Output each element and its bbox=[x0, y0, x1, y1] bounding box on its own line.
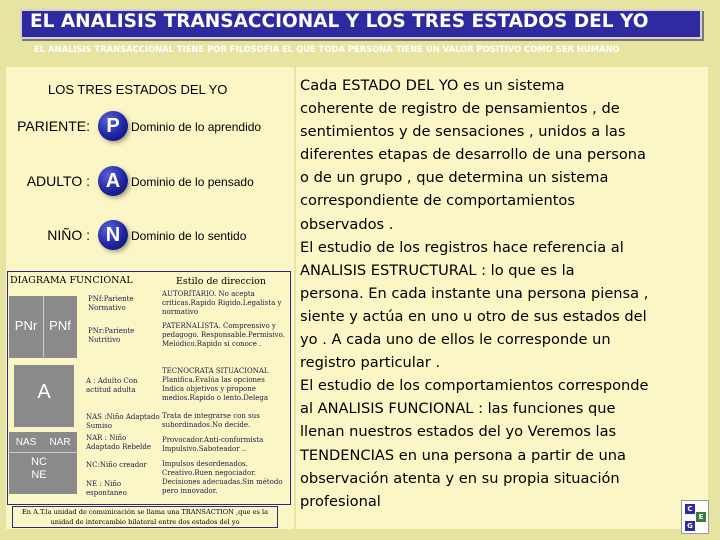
figure-pnf-label: PNf bbox=[49, 318, 71, 333]
figure-nar-label: NAR bbox=[49, 437, 71, 448]
role-nar: NAR : Niño Adaptado Rebelde bbox=[86, 434, 151, 451]
state-circle-p: P bbox=[98, 111, 128, 141]
figure-nc-label: NC bbox=[31, 456, 47, 468]
state-desc-nino: Dominio de lo sentido bbox=[131, 229, 247, 243]
role-pnf: PNf:Pariente Normativo bbox=[88, 295, 134, 312]
style-pnf: AUTORITARIO. No acepta criticas.Rapido Rigido.Legalista y normativo bbox=[162, 290, 282, 316]
figure-pnr-label: PNr bbox=[14, 318, 38, 333]
style-nc: Impulsos desordenados. Creativo.Buen negociador. bbox=[162, 460, 257, 477]
state-label-adulto: ADULTO : bbox=[26, 173, 90, 189]
body-text: Cada ESTADO DEL YO es un sistema coherente de registro de pensamientos , de sentimientos y de sensaciones , unidos a las diferentes etapas de desarrollo de una persona o de un grupo , que determina un sistema correspondiente de comportamientos observados . El estudio de los registros hace referencia al ANALISIS ESTRUCTURAL : lo que es la persona. En cada instante una persona piensa , siente y actúa en uno u otro de sus estados del yo . A cada uno de ellos le corresponde un registro particular . El estudio de los comportamientos corresponde al ANALISIS FUNCIONAL : las funciones que llenan nuestros estados del yo Veremos las TENDENCIAS en una persona a partir de una observación atenta y en su propia situación profesional bbox=[300, 77, 649, 510]
state-circle-a: A bbox=[98, 166, 128, 196]
role-ne: NE : Niño espontaneo bbox=[86, 480, 127, 497]
figure-child-divider bbox=[9, 452, 77, 453]
style-pnr: PATERNALISTA. Comprensivo y pedagogo. Responsable.Permisivo. Melódico.Rapido si conoce . bbox=[162, 322, 285, 348]
figure-a-label: A bbox=[37, 381, 51, 403]
logo-letter-g: G bbox=[685, 521, 695, 531]
style-nar: Provocador.Anti-conformista Impulsivo.Saboteador .. bbox=[162, 436, 264, 453]
figure-divider bbox=[43, 296, 44, 358]
role-pnr: PNr:Pariente Nutritivo bbox=[88, 327, 135, 344]
figure-ne-label: NE bbox=[31, 469, 47, 481]
state-label-nino: NIÑO : bbox=[47, 227, 90, 243]
state-desc-pariente: Dominio de lo aprendido bbox=[131, 120, 262, 134]
style-ne: Decisiones adecuadas.Sin método pero innovador. bbox=[162, 478, 283, 495]
style-a: TECNOCRATA SITUACIONAL Planifica.Evalúa las opciones Indica objetivos y propone medios.Rapido o lento.Delega bbox=[162, 367, 269, 402]
logo-letter-c: C bbox=[685, 504, 695, 514]
style-nas: Trata de integrarse con sus subordinados.No decide. bbox=[162, 412, 260, 429]
page-subtitle: EL ANALISIS TRANSACCIONAL TIENE POR FILOSOFIA EL QUE TODA PERSONA TIENE UN VALOR POSITIVO COMO SER HUMANO bbox=[34, 44, 620, 54]
functional-title: DIAGRAMA FUNCIONAL bbox=[10, 275, 133, 286]
state-circle-n: N bbox=[98, 220, 128, 250]
transaction-note: En A.T.la unidad de comunicación se llama una TRANSACTION ,que es la unidad de intercambio bilateral entre dos estados del yo bbox=[12, 506, 278, 528]
states-title: LOS TRES ESTADOS DEL YO bbox=[48, 82, 228, 97]
role-nc: NC:Niño creador bbox=[86, 461, 147, 469]
logo-letter-e: E bbox=[696, 512, 706, 522]
logo bbox=[681, 500, 709, 534]
state-desc-adulto: Dominio de lo pensado bbox=[131, 175, 254, 189]
figure-nas-label: NAS bbox=[15, 437, 37, 448]
role-a: A : Adulto Con actitud adulta bbox=[86, 377, 138, 394]
page-title: EL ANALISIS TRANSACCIONAL Y LOS TRES ESTADOS DEL YO bbox=[30, 11, 649, 32]
state-label-pariente: PARIENTE: bbox=[17, 118, 90, 134]
role-nas: NAS :Niño Adaptado Sumiso bbox=[86, 413, 160, 430]
direction-title: Estilo de direccion bbox=[176, 276, 266, 287]
